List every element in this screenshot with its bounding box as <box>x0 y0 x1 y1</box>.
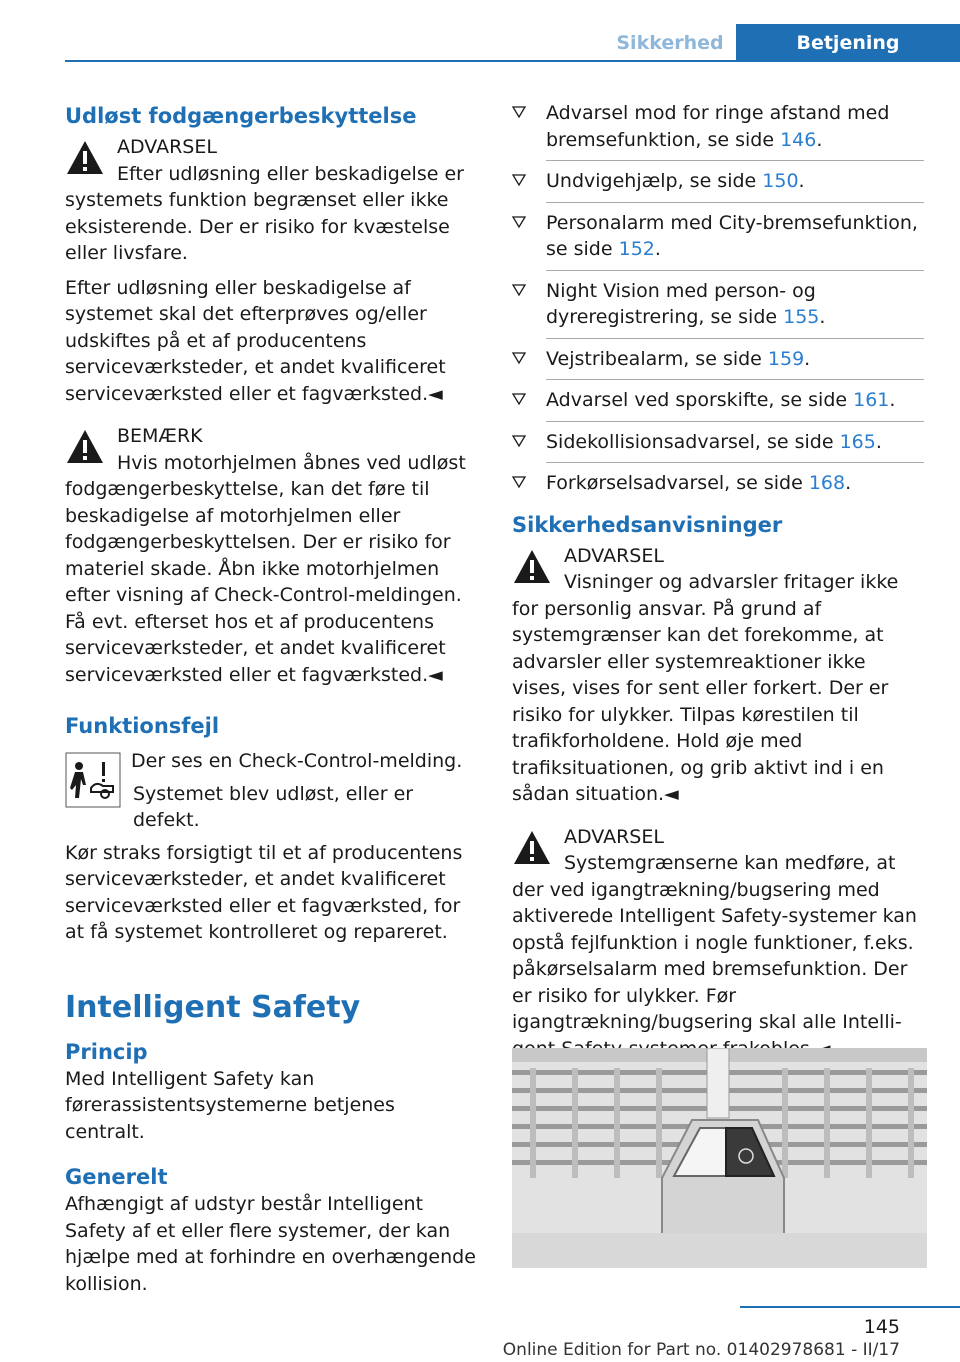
right-column <box>512 100 924 1164</box>
page-link[interactable]: 155 <box>783 306 820 328</box>
list-divider <box>546 462 924 463</box>
page-link[interactable]: 146 <box>780 128 817 151</box>
list-item-suffix: . <box>654 238 661 260</box>
warning-title: ADVARSEL <box>564 825 664 848</box>
footer-rule <box>740 1306 960 1308</box>
list-item-text: Advarsel ved sporskifte, se side <box>546 389 854 411</box>
list-item-suffix: . <box>816 128 823 151</box>
list-divider <box>546 270 924 271</box>
triangle-bullet-icon <box>512 434 526 448</box>
list-item-text: Vejstribealarm, se side <box>546 347 768 370</box>
list-item <box>512 429 924 464</box>
warning-title: ADVARSEL <box>117 136 217 158</box>
fault-line-3: Kør straks forsigtigt til et af producentens serviceværksteder, et andet kvalificeret serviceværksted eller et fagværksted, for at få systemet kontrolleret og repareret. <box>65 841 463 943</box>
triangle-bullet-icon <box>512 173 526 187</box>
page-number: 145 <box>863 1316 900 1338</box>
heading-safety-instructions: Sikkerhedsanvisninger <box>512 512 783 537</box>
list-item-text: Sidekollisionsadvarsel, se side <box>546 430 840 453</box>
page-link[interactable]: 159 <box>767 347 805 370</box>
page-link[interactable]: 165 <box>839 430 876 453</box>
warning-block-3 <box>512 824 924 1063</box>
system-list <box>512 100 924 497</box>
header-rule <box>65 60 960 62</box>
note-text: Hvis motorhjelmen åbnes ved udløst fodgængerbeskyttelse, kan det føre til beskadigelse af motorhjelmen eller fodgængerbeskyttelsen. Der er risiko for materiel skade. Åbn ikke motorhjelmen efter visning af Check-Control-meldingen. Få evt. efterset hos et af producentens serviceværksteder, et andet kvalificeret serviceværksted eller et fagværksted.◄ <box>65 451 466 686</box>
paragraph: Efter udløsning eller beskadigelse af systemet skal det efterprøves og/eller udskiftes på et af producentens serviceværksteder, et andet kvalificeret serviceværksted eller et fagværksted.◄ <box>65 276 446 405</box>
triangle-bullet-icon <box>512 351 526 365</box>
list-divider <box>546 160 924 161</box>
page-link[interactable]: 152 <box>618 238 655 260</box>
list-item <box>512 470 924 497</box>
warning-text: Systemgrænserne kan medføre, at der ved igangtrækning/bugsering med aktiverede Intelligent Safety-systemer kan opstå fejlfunktion i nogle funktioner, f.eks. påkørselsalarm med bremsefunktion. Der er risiko for ulykker. Før igangtrækning/bugsering skal alle Intelli <box>512 852 917 1033</box>
list-item <box>512 346 924 381</box>
list-divider <box>546 421 924 422</box>
note-block <box>65 423 477 688</box>
edition-footer: Online Edition for Part no. 01402978681 - II/17 <box>502 1340 900 1360</box>
warning-text: Visninger og advarsler fritager ikke for personlig ansvar. På grund af systemgrænser kan det forekomme, at advarsler eller systemreaktioner ikke vises, vises for sent eller forkert. Der er risiko for ulykker. Tilpas kørestilen til trafikforholdene. Hold øje med trafiksituationen, og grib aktivt ind i en sådan situation.◄ <box>512 571 899 805</box>
list-item-text: Undvigehjælp, se side <box>546 170 763 192</box>
triangle-bullet-icon <box>512 392 526 406</box>
list-divider <box>546 202 924 203</box>
triangle-bullet-icon <box>512 215 526 229</box>
list-divider <box>546 338 924 339</box>
warning-icon <box>65 427 105 467</box>
page-link[interactable]: 168 <box>808 472 846 494</box>
heading-fault: Funktionsfejl <box>65 714 220 738</box>
list-divider <box>546 379 924 380</box>
general-text: Afhængigt af udstyr består Intelligent Safety af et eller flere systemer, der kan hjælpe med at forhindre en overhængende kollision. <box>65 1193 476 1295</box>
triangle-bullet-icon <box>512 283 526 297</box>
warning-text: Efter udløsning eller beskadigelse er systemets funktion begrænset eller ikke eksisterende. Der er risiko for kvæstelse eller livsfare. <box>65 162 464 264</box>
page-link[interactable]: 150 <box>762 170 799 192</box>
intelligent-safety-button-photo <box>512 1048 927 1268</box>
warning-icon <box>65 138 105 178</box>
list-item-text: Night Vision med person- og dyreregistrering, se side <box>546 279 816 328</box>
tab-sikkerhed[interactable]: Sikkerhed <box>604 24 736 62</box>
list-item-suffix: . <box>875 430 882 453</box>
list-item-text: Personalarm med City-bremsefunktion, se side <box>546 211 918 260</box>
fault-line-1: Der ses en Check-Control-melding. <box>131 750 463 772</box>
list-item-suffix: . <box>819 306 826 328</box>
warning-block-1 <box>65 134 477 267</box>
triangle-bullet-icon <box>512 475 526 489</box>
list-item <box>512 168 924 203</box>
warning-icon <box>512 828 552 868</box>
warning-title: ADVARSEL <box>564 544 664 567</box>
list-item <box>512 387 924 422</box>
fault-line-2: Systemet blev udløst, eller er defekt. <box>133 782 414 831</box>
page-link[interactable]: 161 <box>853 389 890 411</box>
list-item <box>512 100 924 161</box>
list-item <box>512 210 924 271</box>
warning-icon <box>512 547 552 587</box>
list-item-suffix: . <box>804 347 811 370</box>
list-item-suffix: . <box>845 472 852 494</box>
list-item-text: Forkørselsadvarsel, se side <box>546 472 809 494</box>
note-title: BEMÆRK <box>117 425 203 447</box>
list-item-suffix: . <box>798 170 805 192</box>
triangle-bullet-icon <box>512 105 526 119</box>
list-item <box>512 278 924 339</box>
heading-general: Generelt <box>65 1165 168 1189</box>
list-item-suffix: . <box>889 389 896 411</box>
heading-released: Udløst fodgængerbeskyttelse <box>65 104 417 128</box>
fault-block <box>65 748 477 946</box>
heading-intelligent-safety: Intelligent Safety <box>65 989 361 1025</box>
warning-block-2 <box>512 543 924 808</box>
pedestrian-protection-icon <box>65 752 121 808</box>
tab-betjening[interactable]: Betjening <box>736 24 960 62</box>
principle-text: Med Intelligent Safety kan førerassistentsystemerne betjenes centralt. <box>65 1067 395 1143</box>
left-column <box>65 100 477 1297</box>
list-item-text: Advarsel mod for ringe afstand med bremsefunktion, se side <box>546 102 890 151</box>
heading-principle: Princip <box>65 1039 148 1064</box>
